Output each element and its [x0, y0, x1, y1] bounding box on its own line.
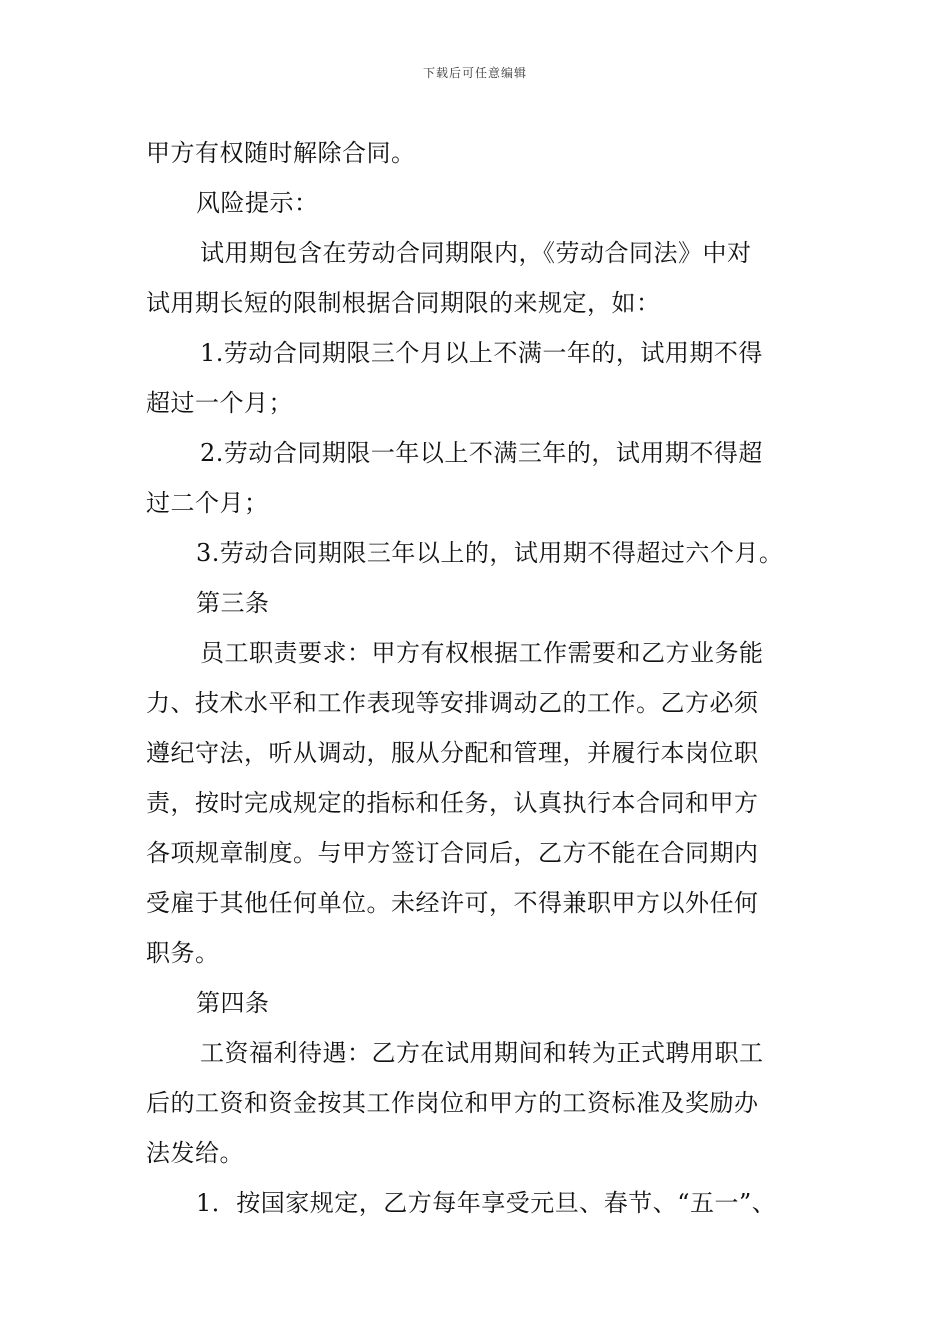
text-line: 3.劳动合同期限三年以上的，试用期不得超过六个月。: [196, 539, 784, 567]
text-line: 甲方有权随时解除合同。: [146, 139, 416, 167]
text-line: 试用期长短的限制根据合同期限的来规定，如：: [146, 289, 661, 317]
text-line: 力、技术水平和工作表现等安排调动乙的工作。乙方必须: [146, 689, 759, 717]
text-line: 2.劳动合同期限一年以上不满三年的，试用期不得超: [200, 439, 763, 467]
text-line: 各项规章制度。与甲方签订合同后，乙方不能在合同期内: [146, 839, 759, 867]
text-line: 遵纪守法，听从调动，服从分配和管理，并履行本岗位职: [146, 739, 759, 767]
text-line: 1．按国家规定，乙方每年享受元旦、春节、“五一”、: [196, 1189, 777, 1217]
text-line: 法发给。: [146, 1139, 244, 1167]
section-heading: 第四条: [196, 989, 270, 1017]
text-line: 1.劳动合同期限三个月以上不满一年的，试用期不得: [200, 339, 763, 367]
text-line: 风险提示：: [196, 189, 319, 217]
text-line: 员工职责要求：甲方有权根据工作需要和乙方业务能: [200, 639, 764, 667]
page-header: 下载后可任意编辑: [422, 66, 527, 80]
text-line: 试用期包含在劳动合同期限内，《劳动合同法》中对: [200, 239, 752, 267]
text-line: 责，按时完成规定的指标和任务，认真执行本合同和甲方: [146, 789, 759, 817]
section-heading: 第三条: [196, 589, 270, 617]
text-line: 受雇于其他任何单位。未经许可，不得兼职甲方以外任何: [146, 889, 759, 917]
text-line: 后的工资和资金按其工作岗位和甲方的工资标准及奖励办: [146, 1089, 759, 1117]
document-body: [146, 128, 821, 1228]
text-line: 职务。: [146, 939, 220, 967]
text-line: 超过一个月；: [146, 389, 293, 417]
text-line: 工资福利待遇：乙方在试用期间和转为正式聘用职工: [200, 1039, 764, 1067]
text-line: 过二个月；: [146, 489, 269, 517]
